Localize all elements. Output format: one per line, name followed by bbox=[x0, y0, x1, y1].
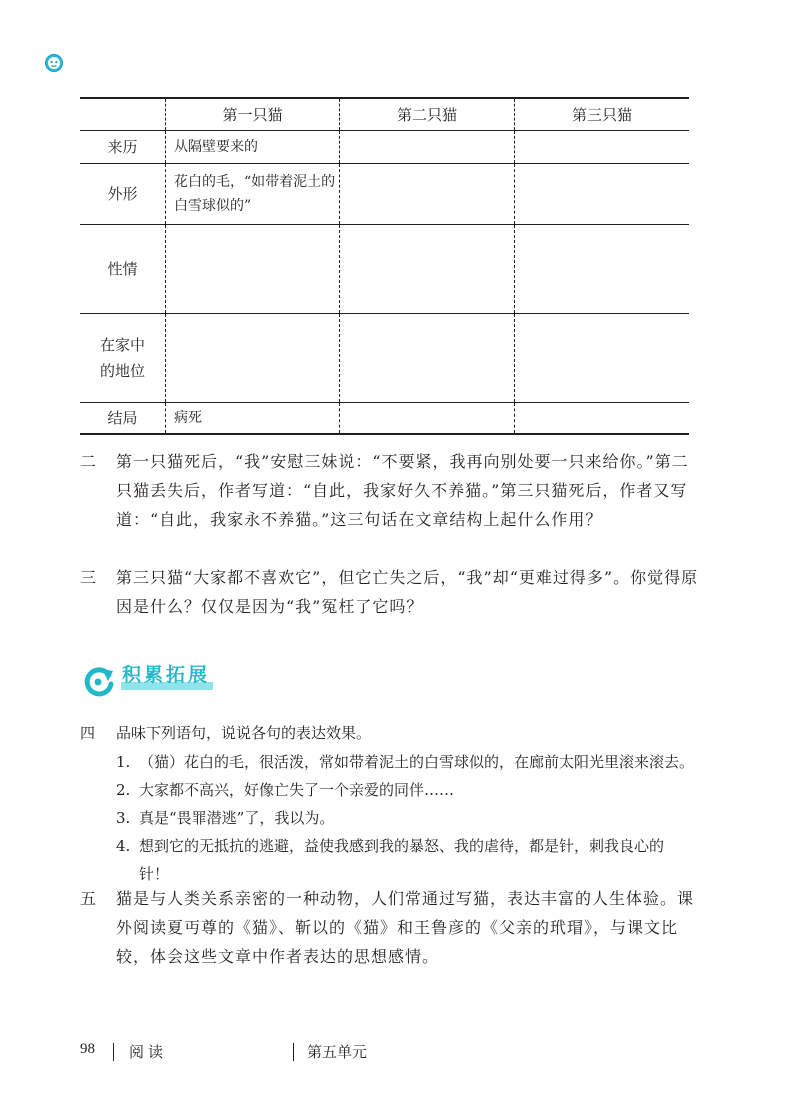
row-label: 性情 bbox=[80, 225, 166, 314]
sub-text: 真是“畏罪潜逃”了，我以为。 bbox=[139, 809, 335, 827]
table-cell bbox=[515, 403, 690, 435]
footer-section-label: 阅读 bbox=[129, 1043, 168, 1061]
cat-comparison-table bbox=[80, 97, 689, 435]
item-heading bbox=[80, 718, 720, 748]
exercise-four bbox=[80, 718, 720, 888]
sub-text: （猫）花白的毛，很活泼，常如带着泥土的白雪球似的，在廊前太阳光里滚来滚去。 bbox=[139, 753, 695, 771]
question-two bbox=[80, 447, 700, 534]
question-text: 第三只猫“大家都不喜欢它”，但它亡失之后，“我”却“更难过得多”。你觉得原因是什么？仅仅是因为“我”冤枉了它吗？ bbox=[116, 568, 699, 616]
table-cell bbox=[166, 225, 340, 314]
sub-number: 2. bbox=[116, 781, 131, 799]
item-number: 五 bbox=[80, 889, 97, 908]
table-cell bbox=[340, 314, 515, 403]
table-cell bbox=[340, 131, 515, 164]
table-cell: 病死 bbox=[166, 403, 340, 435]
sub-text: 大家都不高兴，好像亡失了一个亲爱的同伴…… bbox=[139, 781, 455, 799]
table-cell: 花白的毛，“如带着泥土的白雪球似的” bbox=[166, 164, 340, 225]
table-row bbox=[80, 225, 689, 314]
table-cell bbox=[166, 314, 340, 403]
list-item bbox=[116, 748, 720, 776]
row-label: 来历 bbox=[80, 131, 166, 164]
question-number: 二 bbox=[80, 452, 97, 471]
row-label: 结局 bbox=[80, 403, 166, 435]
table-cell bbox=[340, 164, 515, 225]
section-title: 积累拓展 bbox=[122, 664, 211, 686]
sub-text: 想到它的无抵抗的逃避，益使我感到我的暴怒、我的虐待，都是针，刺我良心的针！ bbox=[139, 837, 665, 883]
table-header-cat1: 第一只猫 bbox=[166, 98, 340, 131]
question-three bbox=[80, 563, 700, 621]
list-item bbox=[116, 776, 720, 804]
table-header-cat2: 第二只猫 bbox=[340, 98, 515, 131]
row-label: 外形 bbox=[80, 164, 166, 225]
smiley-face-icon bbox=[44, 53, 64, 73]
sub-number: 1. bbox=[116, 753, 131, 771]
table-row bbox=[80, 314, 689, 403]
item-text: 品味下列语句，说说各句的表达效果。 bbox=[116, 724, 372, 742]
table-header-cat3: 第三只猫 bbox=[515, 98, 690, 131]
footer-divider bbox=[293, 1043, 294, 1061]
sub-number: 4. bbox=[116, 837, 131, 855]
table-cell bbox=[515, 225, 690, 314]
item-number: 四 bbox=[80, 724, 96, 742]
footer-unit-label: 第五单元 bbox=[307, 1043, 368, 1061]
footer-divider bbox=[113, 1043, 114, 1061]
page-number: 98 bbox=[80, 1041, 95, 1057]
table-header-row bbox=[80, 98, 689, 131]
table-row bbox=[80, 403, 689, 435]
table-cell: 从隔壁要来的 bbox=[166, 131, 340, 164]
table-row bbox=[80, 164, 689, 225]
table-cell bbox=[340, 225, 515, 314]
table-header-corner bbox=[80, 98, 166, 131]
table-cell bbox=[515, 314, 690, 403]
table-cell bbox=[340, 403, 515, 435]
circular-arrow-icon bbox=[82, 664, 116, 698]
question-number: 三 bbox=[80, 568, 97, 587]
row-label: 在家中的地位 bbox=[80, 314, 166, 403]
table-cell bbox=[515, 131, 690, 164]
item-text: 猫是与人类关系亲密的一种动物，人们常通过写猫，表达丰富的人生体验。课外阅读夏丏尊的《猫》、靳以的《猫》和王鲁彦的《父亲的玳瑁》，与课文比较，体会这些文章中作者表达的思想感情。 bbox=[116, 889, 695, 966]
exercise-five bbox=[80, 884, 700, 971]
question-text: 第一只猫死后，“我”安慰三妹说：“不要紧，我再向别处要一只来给你。”第二只猫丢失后，作者写道：“自此，我家好久不养猫。”第三只猫死后，作者又写道：“自此，我家永不养猫。”这三句话在文章结构上起什么作用？ bbox=[116, 452, 689, 529]
table-cell bbox=[515, 164, 690, 225]
list-item bbox=[116, 804, 720, 832]
list-item bbox=[116, 832, 691, 888]
table-row bbox=[80, 131, 689, 164]
sub-number: 3. bbox=[116, 809, 131, 827]
